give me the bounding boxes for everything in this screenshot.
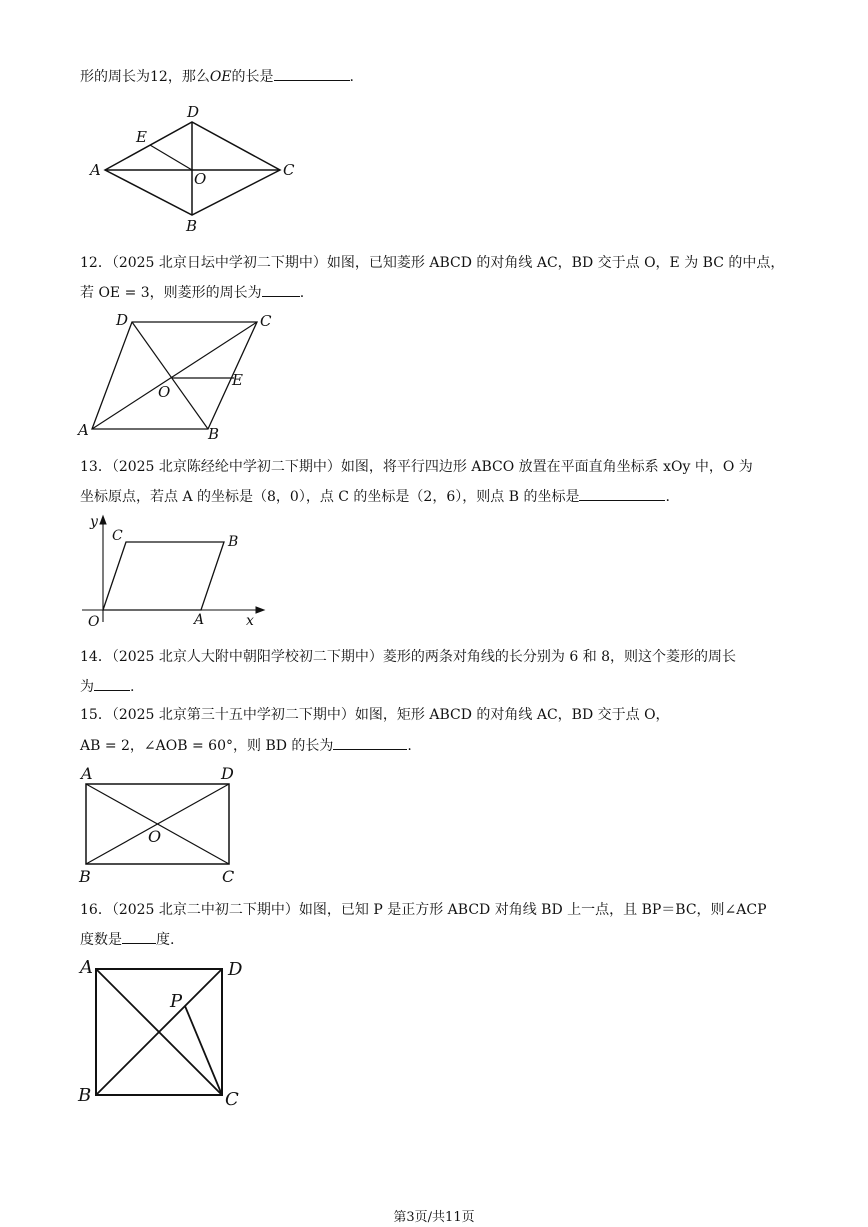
q16-square-figure	[74, 955, 259, 1110]
q16-line2: 度数是 度.	[80, 929, 174, 950]
q15-rectangle-figure	[76, 762, 251, 887]
q14-line2: 为 .	[80, 676, 134, 697]
q11-label-o: O	[194, 170, 207, 188]
q14-line1: 14．（2025 北京人大附中朝阳学校初二下期中）菱形的两条对角线的长分别为 6 和 8，则这个菱形的周长	[80, 649, 737, 665]
q11-var: OE	[209, 69, 232, 85]
q13-label-o: O	[88, 614, 100, 630]
q11-label-b: B	[186, 217, 198, 235]
q13-line1: 13．（2025 北京陈经纶中学初二下期中）如图，将平行四边形 ABCO 放置在平面直角坐标系 xOy 中，O 为	[80, 459, 753, 475]
q15-line2: AB = 2，∠AOB = 60°，则 BD 的长为 .	[80, 735, 412, 756]
q12-rhombus-figure	[72, 308, 287, 443]
q13-parallelogram	[103, 542, 224, 610]
q11-line1: 形的周长为12，那么OE的长是 .	[80, 66, 354, 87]
page-footer: 第3页/共11页	[393, 1210, 475, 1225]
q14-answer-blank[interactable]	[94, 676, 130, 691]
q11-text-a: 形的周长为12，那么	[80, 69, 210, 85]
q15-label-d: D	[221, 764, 234, 783]
q15-label-c: C	[222, 867, 235, 886]
q12-label-c: C	[260, 312, 272, 330]
q12-label-a: A	[78, 421, 89, 439]
q11-label-a: A	[90, 161, 101, 179]
q13-coordinate-figure	[78, 512, 268, 630]
q12-line1: 12．（2025 北京日坛中学初二下期中）如图，已知菱形 ABCD 的对角线 AC，BD 交于点 O，E 为 BC 的中点，	[80, 255, 785, 271]
q16-answer-blank[interactable]	[122, 929, 156, 944]
q13-label-b: B	[228, 534, 239, 550]
q13-label-a: A	[194, 612, 205, 628]
q12-label-e: E	[232, 371, 243, 389]
q15-label-o: O	[148, 827, 162, 846]
q12-label-d: D	[116, 311, 129, 329]
q13-x-arrow	[256, 607, 264, 613]
q13-line2: 坐标原点，若点 A 的坐标是（8，0），点 C 的坐标是（2，6），则点 B 的坐标是 .	[80, 486, 670, 507]
q12-label-b: B	[208, 425, 220, 443]
q15-label-a: A	[81, 764, 93, 783]
q13-label-c: C	[112, 528, 123, 544]
q12-label-o: O	[158, 383, 171, 401]
q16-label-a: A	[80, 957, 93, 978]
q13-answer-blank[interactable]	[579, 486, 665, 501]
q15-line1: 15．（2025 北京第三十五中学初二下期中）如图，矩形 ABCD 的对角线 AC，BD 交于点 O，	[80, 707, 670, 723]
q16-label-c: C	[225, 1089, 239, 1110]
q16-label-b: B	[78, 1085, 92, 1106]
q13-y-arrow	[100, 516, 106, 524]
q15-answer-blank[interactable]	[333, 735, 407, 750]
q16-line1: 16．（2025 北京二中初二下期中）如图，已知 P 是正方形 ABCD 对角线 BD 上一点，且 BP＝BC，则∠ACP	[80, 902, 767, 918]
q16-label-p: P	[170, 991, 183, 1012]
q13-label-x: x	[246, 613, 254, 629]
q11-label-e: E	[136, 128, 147, 146]
q11-answer-blank[interactable]	[274, 66, 350, 81]
q11-segment-oe	[150, 145, 192, 170]
q15-label-b: B	[79, 867, 91, 886]
q16-segment-pc	[185, 1006, 222, 1095]
q12-answer-blank[interactable]	[262, 282, 300, 297]
q11-label-d: D	[187, 103, 200, 121]
q11-label-c: C	[283, 161, 295, 179]
q13-label-y: y	[90, 514, 98, 530]
q11-text-b: 的长是	[231, 69, 274, 85]
q12-line2: 若 OE = 3，则菱形的周长为 .	[80, 282, 304, 303]
q11-rhombus-figure	[80, 100, 310, 235]
q12-diagonal-bd	[132, 322, 208, 429]
q16-label-d: D	[228, 959, 243, 980]
